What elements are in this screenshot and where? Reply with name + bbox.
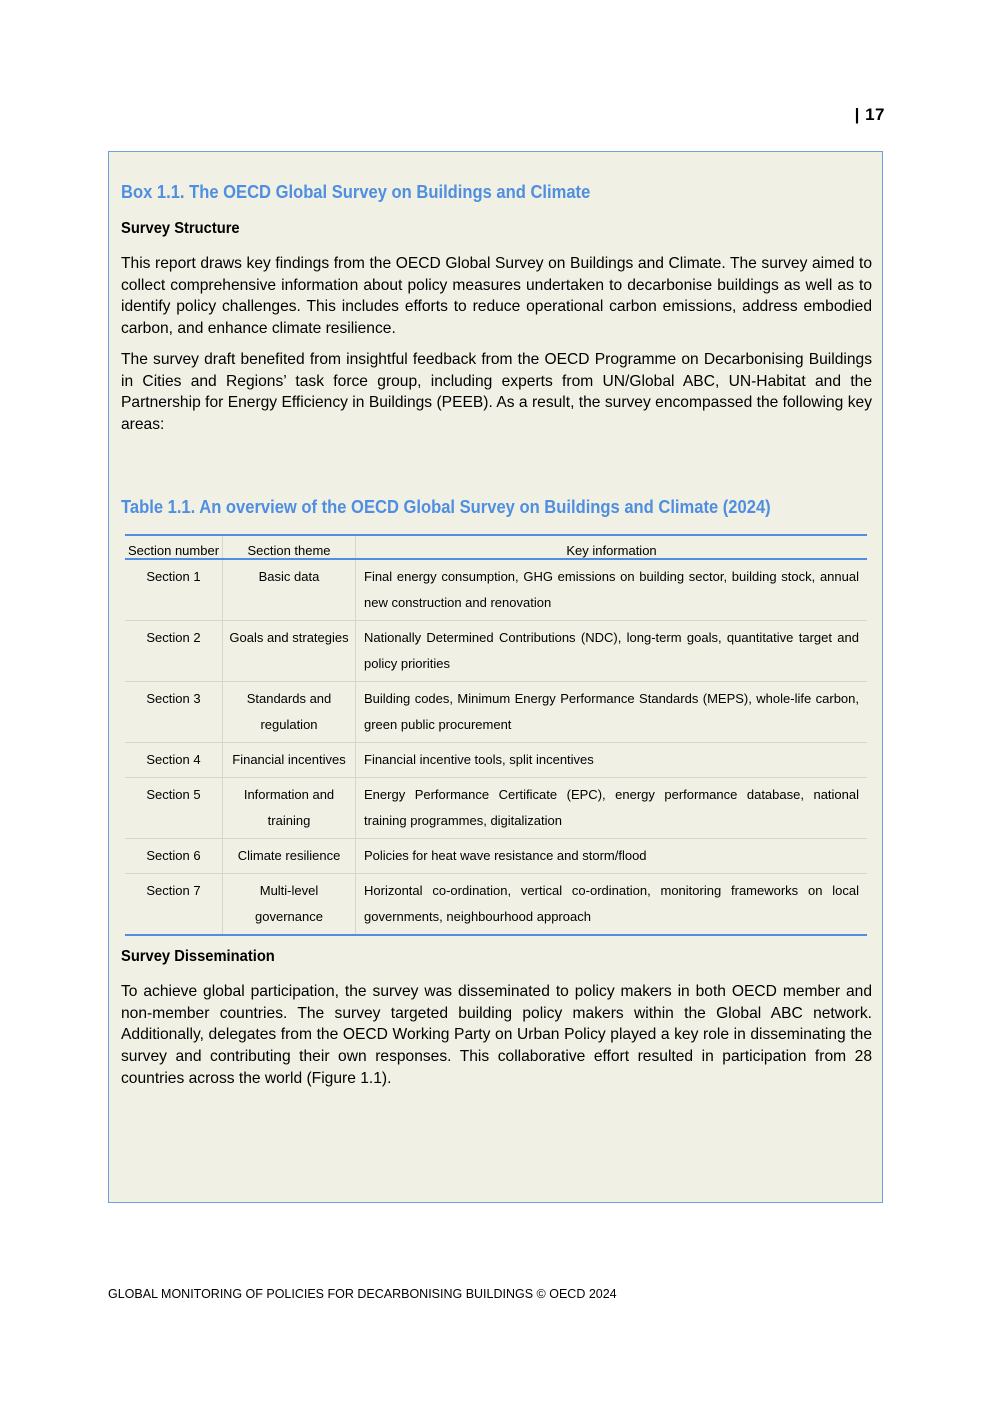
table-cell: Building codes, Minimum Energy Performance Standards (MEPS), whole-life carbon, green public procurement: [356, 682, 868, 743]
box-1-1: [108, 151, 883, 1203]
column-header: Section number: [125, 535, 223, 559]
paragraph-feedback: The survey draft benefited from insightful feedback from the OECD Programme on Decarbonising Buildings in Cities and Regions’ task force group, including experts from UN/Global ABC, UN-Habitat and the Partnership for Energy Efficiency in Buildings (PEEB). As a result, the survey encompassed the following key areas:: [121, 351, 872, 434]
table-row: [125, 839, 867, 874]
table-cell: Horizontal co-ordination, vertical co-ordination, monitoring frameworks on local governments, neighbourhood approach: [356, 874, 868, 936]
table-cell: Final energy consumption, GHG emissions on building sector, building stock, annual new construction and renovation: [364, 569, 859, 610]
column-header: Key information: [356, 535, 868, 559]
page-number: | 17: [854, 105, 885, 124]
survey-structure-heading: Survey Structure: [121, 220, 240, 237]
table-cell: Energy Performance Certificate (EPC), energy performance database, national training programmes, digitalization: [356, 778, 868, 839]
table-cell: Information and training: [223, 778, 356, 839]
paragraph-dissemination: To achieve global participation, the survey was disseminated to policy makers in both OECD member and non-member countries. The survey targeted building policy makers within the Global ABC network. Additionally, delegates from the OECD Working Party on Urban Policy played a key role in disseminating the survey and contributing their own responses. This collaborative effort resulted in participation from 28 countries across the world (Figure 1.1).: [121, 983, 872, 1087]
table-row: [125, 559, 867, 621]
page-footer: GLOBAL MONITORING OF POLICIES FOR DECARBONISING BUILDINGS © OECD 2024: [108, 1287, 617, 1301]
table-cell: Nationally Determined Contributions (NDC), long-term goals, quantitative target and policy priorities: [356, 621, 868, 682]
table-cell: Section 5: [125, 778, 223, 839]
table-cell: Section 7: [125, 874, 223, 936]
paragraph-intro: This report draws key findings from the OECD Global Survey on Buildings and Climate. The survey aimed to collect comprehensive information about policy measures undertaken to decarbonise buildings as well as to identify policy challenges. This includes efforts to reduce operational carbon emissions, address embodied carbon, and enhance climate resilience.: [121, 255, 872, 338]
table-cell: Multi-level governance: [223, 874, 356, 936]
table-row: [125, 621, 867, 682]
table-header-row: [125, 535, 867, 559]
table-cell: Climate resilience: [223, 839, 356, 874]
column-header: Section theme: [223, 535, 356, 559]
table-cell: Goals and strategies: [223, 621, 356, 682]
survey-overview-table: [125, 534, 867, 936]
table-row: [125, 874, 867, 936]
box-title: Box 1.1. The OECD Global Survey on Buildings and Climate: [121, 182, 591, 202]
table-row: [125, 743, 867, 778]
table-cell: Section 4: [125, 743, 223, 778]
table-cell: Section 6: [125, 839, 223, 874]
table-title: Table 1.1. An overview of the OECD Global Survey on Buildings and Climate (2024): [121, 497, 771, 517]
table-cell: Standards and regulation: [223, 682, 356, 743]
survey-dissemination-heading: Survey Dissemination: [121, 948, 275, 965]
table-cell: Section 3: [125, 682, 223, 743]
table-row: [125, 778, 867, 839]
table-cell: Financial incentives: [223, 743, 356, 778]
table-cell: Financial incentive tools, split incentives: [356, 743, 868, 778]
table-cell: Basic data: [223, 559, 356, 621]
table-row: [125, 682, 867, 743]
table-cell: Section 1: [146, 569, 201, 584]
table-cell: Section 2: [125, 621, 223, 682]
table-cell: Policies for heat wave resistance and storm/flood: [356, 839, 868, 874]
